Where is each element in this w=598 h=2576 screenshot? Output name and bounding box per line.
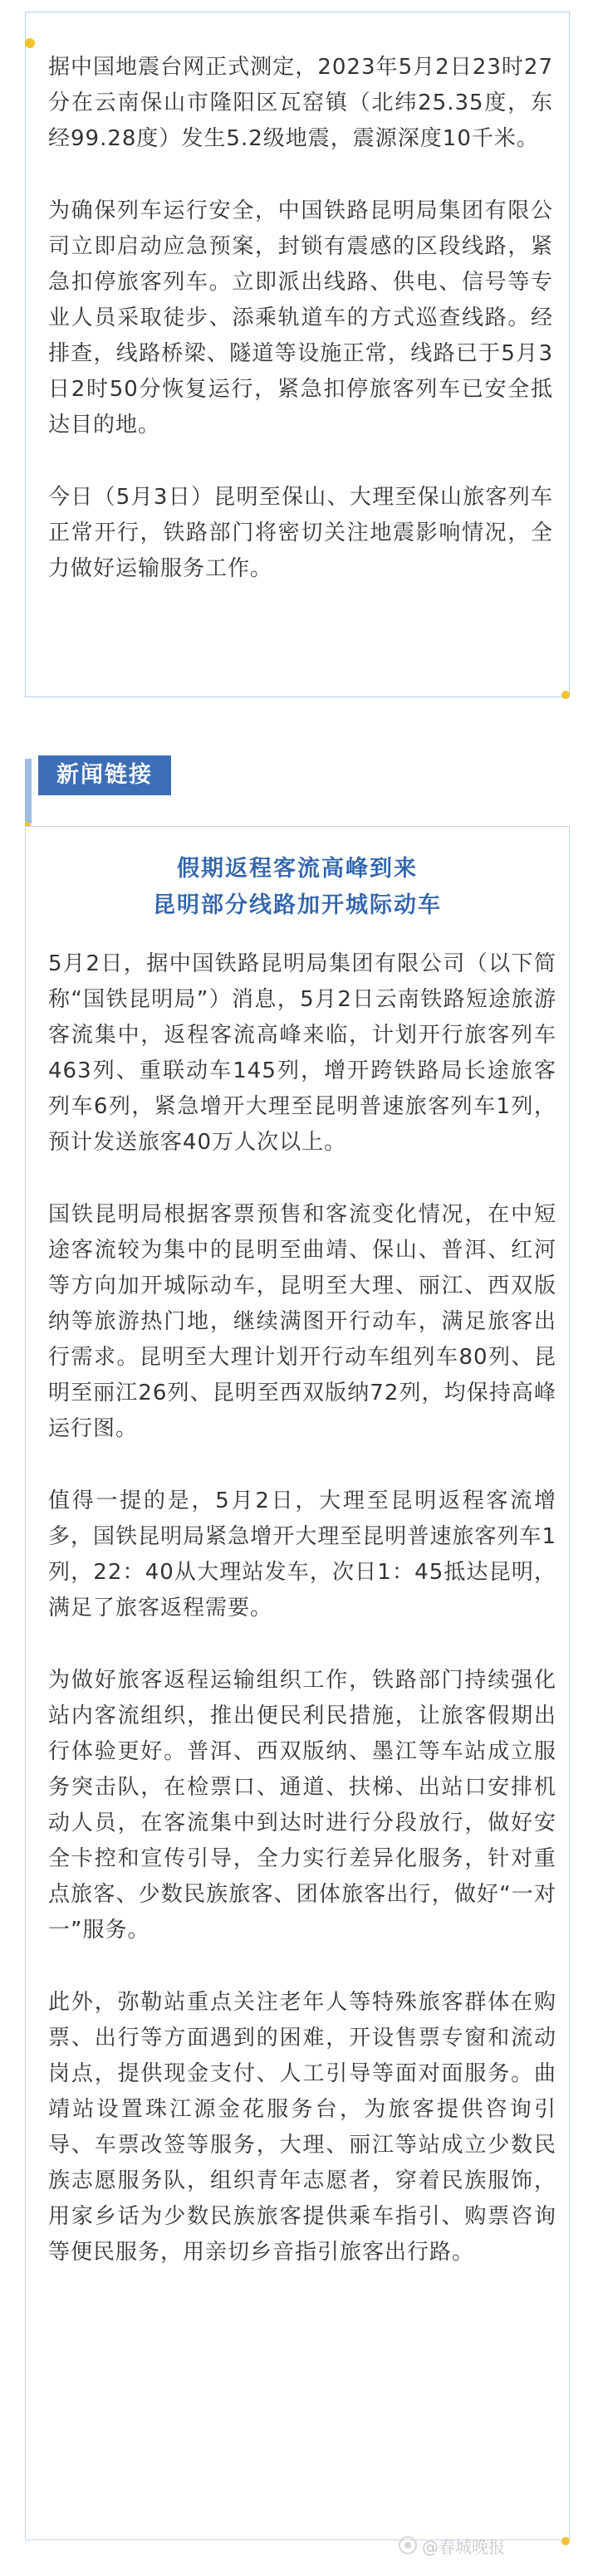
news-headline-line-1: 假期返程客流高峰到来 (177, 856, 418, 882)
source-watermark (399, 2532, 505, 2559)
news-body (48, 946, 556, 2270)
news-paragraph: 值得一提的是，5月2日，大理至昆明返程客流增多，国铁昆明局紧急增开大理至昆明普速旅客列车1列，22：40从大理站发车，次日1：45抵达昆明，满足了旅客返程需要。 (48, 1488, 556, 1620)
notice-paragraph: 据中国地震台网正式测定，2023年5月2日23时27分在云南保山市隆阳区瓦窑镇（北纬25.35度，东经99.28度）发生5.2级地震，震源深度10千米。 (48, 55, 553, 151)
news-paragraph: 为做好旅客返程运输组织工作，铁路部门持续强化站内客流组织，推出便民利民措施，让旅客假期出行体验更好。普洱、西双版纳、墨江等车站成立服务突击队，在检票口、通道、扶梯、出站口安排机动人员，在客流集中到达时进行分段放行，做好安全卡控和宣传引导，全力实行差异化服务，针对重点旅客、少数民族旅客、团体旅客出行，做好“一对一”服务。 (48, 1668, 556, 1943)
news-link-tag (25, 755, 191, 805)
news-paragraph: 此外，弥勒站重点关注老年人等特殊旅客群体在购票、出行等方面遇到的困难，开设售票专窗和流动岗点，提供现金支付、人工引导等面对面服务。曲靖站设置珠江源金花服务台，为旅客提供咨询引导、车票改签等服务，大理、丽江等站成立少数民族志愿服务队，组织青年志愿者，穿着民族服饰，用家乡话为少数民族旅客提供乘车指引、购票咨询等便民服务，用亲切乡音指引旅客出行路。 (48, 1990, 556, 2265)
news-headline (25, 851, 570, 924)
tag-side-bar (25, 759, 32, 824)
notice-body (48, 50, 553, 587)
notice-paragraph: 为确保列车运行安全，中国铁路昆明局集团有限公司立即启动应急预案，封锁有震感的区段线路，紧急扣停旅客列车。立即派出线路、供电、信号等专业人员采取徒步、添乘轨道车的方式巡查线路。经排查，线路桥梁、隧道等设施正常，线路已于5月3日2时50分恢复运行，紧急扣停旅客列车已安全抵达目的地。 (48, 198, 553, 437)
corner-dot-decoration (25, 38, 35, 48)
weibo-icon (399, 2536, 417, 2554)
watermark-text: @春城晚报 (422, 2536, 505, 2557)
news-link-label: 新闻链接 (38, 755, 171, 795)
news-paragraph: 5月2日，据中国铁路昆明局集团有限公司（以下简称“国铁昆明局”）消息，5月2日云南铁路短途旅游客流集中，返程客流高峰来临，计划开行旅客列车463列、重联动车145列，增开跨铁路局长途旅客列车6列，紧急增开大理至昆明普速旅客列车1列，预计发送旅客40万人次以上。 (48, 951, 556, 1155)
news-paragraph: 国铁昆明局根据客票预售和客流变化情况，在中短途客流较为集中的昆明至曲靖、保山、普洱、红河等方向加开城际动车，昆明至大理、丽江、西双版纳等旅游热门地，继续满图开行动车，满足旅客出行需求。昆明至大理计划开行动车组列车80列、昆明至丽江26列、昆明至西双版纳72列，均保持高峰运行图。 (48, 1202, 556, 1441)
corner-dot-decoration-news (561, 2537, 570, 2545)
corner-dot-decoration-bottom (561, 691, 570, 699)
news-headline-line-2: 昆明部分线路加开城际动车 (153, 892, 442, 918)
notice-paragraph: 今日（5月3日）昆明至保山、大理至保山旅客列车正常开行，铁路部门将密切关注地震影响情况，全力做好运输服务工作。 (48, 485, 553, 581)
